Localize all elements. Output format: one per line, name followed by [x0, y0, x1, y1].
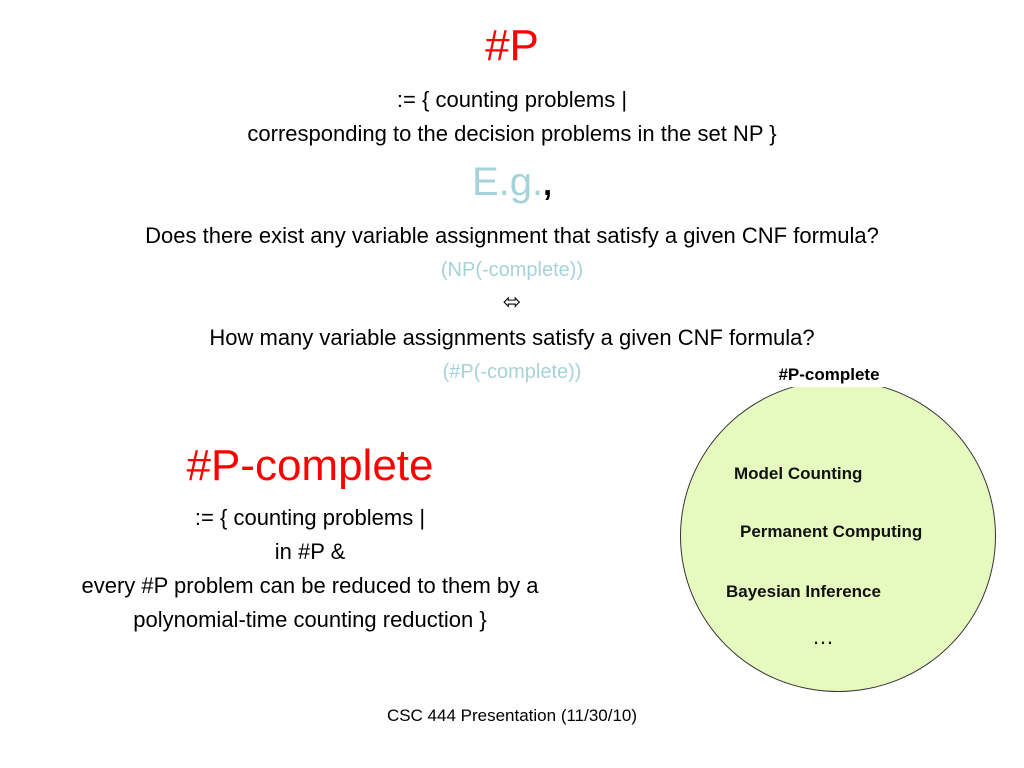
- complete-line-1: := { counting problems |: [194, 505, 426, 530]
- complete-title: #P-complete: [186, 441, 434, 490]
- diagram-item-model-counting: Model Counting: [734, 464, 863, 483]
- question-counting-class: (#P(-complete)): [442, 361, 582, 383]
- question-decision: Does there exist any variable assignment that satisfy a given CNF formula?: [145, 223, 879, 248]
- diagram-ellipsis: …: [812, 624, 834, 649]
- diagram-item-permanent-computing: Permanent Computing: [740, 522, 923, 541]
- slide-title: #P: [485, 21, 539, 70]
- complete-line-4: polynomial-time counting reduction }: [133, 607, 487, 632]
- definition-line-2: corresponding to the decision problems in the set NP }: [247, 121, 777, 146]
- example-heading: [0, 158, 1024, 208]
- slide-footer: CSC 444 Presentation (11/30/10): [386, 706, 638, 725]
- diagram-title: #P-complete: [764, 363, 894, 387]
- question-decision-class: (NP(-complete)): [440, 259, 584, 281]
- p-complete-diagram: [676, 362, 1002, 696]
- equivalence-icon: ⬄: [502, 289, 522, 314]
- eg-comma: ,: [543, 166, 553, 202]
- complete-line-3: every #P problem can be reduced to them by a: [81, 573, 539, 598]
- complete-line-2: in #P &: [274, 539, 346, 564]
- eg-label: E.g.: [471, 160, 544, 204]
- question-counting: How many variable assignments satisfy a given CNF formula?: [209, 325, 815, 350]
- diagram-item-bayesian-inference: Bayesian Inference: [726, 582, 881, 601]
- definition-line-1: := { counting problems |: [396, 87, 628, 112]
